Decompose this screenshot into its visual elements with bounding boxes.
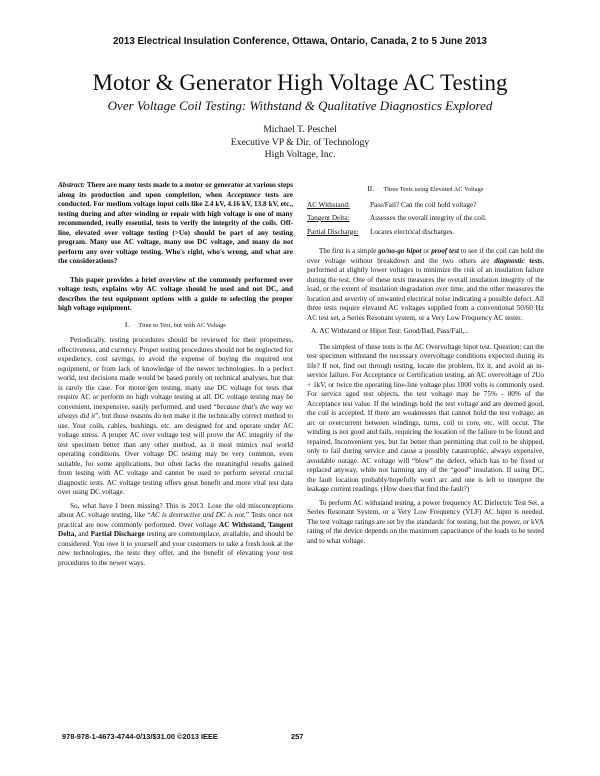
section2-paragraph-3: To perform AC withstand testing, a power frequency AC Dielectric Test Set, a Series Resonant System, or a Very Low Frequency (VLF) AC hipot is needed. The test voltage ratings are set by the standards' for testing, but the power, or kVA rating of the device depends on the maximum capacitance of the loads to be tested and to what voltage. — [307, 498, 544, 545]
test-row — [307, 228, 544, 242]
test-desc: Pass/Fail? Can the coil hold voltage? — [370, 200, 477, 209]
subsection-heading-a: A. AC Withstand or Hipot Test: Good/Bad, Pass/Fail,.. — [311, 327, 469, 335]
section-heading-1: I. Time to Test, but with AC Voltage — [124, 319, 227, 329]
isbn-copyright: 978-978-1-4673-4744-0/13/$31.00 ©2013 IEEE — [62, 732, 218, 741]
abstract: Abstract: There are many tests made to a motor or generator at various steps along its production and upon completion, when Acceptance tests are conducted. For medium voltage input coils like 2.4 kV, 4.16 kV, 13.8 kV, etc., testing during and after winding or repair with high voltage is one of many recommended, really essential, tests to verify the integrity of the coils. Off-line, elevated over voltage testing (>Uo) should be part of any testing program. Many use AC voltage, many use DC voltage, and many do not perform any over voltage testing. Who's right, who's wrong, and what are the considerations? — [58, 181, 293, 265]
paper-title: Motor & Generator High Voltage AC Testing — [92, 70, 508, 95]
intro-paragraph: This paper provides a brief overview of the commonly performed over voltage tests, explains why AC voltage should be used and not DC, and describes the test equipment options with a guide to selecting the proper high voltage equipment. — [58, 275, 293, 312]
test-row — [307, 201, 544, 215]
page-number: 257 — [291, 732, 304, 741]
author-block — [0, 124, 600, 162]
right-column — [307, 181, 544, 550]
test-list — [307, 201, 544, 242]
abstract-label: Abstract: — [58, 181, 86, 189]
left-column — [58, 181, 293, 572]
test-desc: Assesses the overall integrity of the coil. — [370, 214, 487, 222]
section-heading-2: II. Three Tests using Elevated AC Voltage — [367, 184, 484, 193]
test-term: Tangent Delta: — [307, 214, 350, 222]
test-term: AC Withstand: — [307, 200, 350, 209]
author-organization: High Voltage, Inc. — [264, 149, 336, 160]
section1-paragraph-1: Periodically, testing procedures should be reviewed for their properness, effectiveness, and currency. Proper testing procedures should not be neglected for expediency, cost savings, to avoid the expense of buying the required test equipment, or from lack of knowledge of the newer technologies. In a perfect world, test decisions made would be based purely on technical analyses, but that is rarely the case. For motor/gen testing, many use DC voltage for tests that require AC or perform no high voltage testing at all. DC voltage testing may be convenient, inexpensive, easily performed, and used “because that's the way we always did it”, but those reasons do not make it the technically correct method to use. Your coils, cables, bushings, etc. are designed for and operate under AC voltage stress. A proper AC over voltage test will prove the AC integrity of the test specimen better than any other method, as it most mimics real world operating conditions. Over voltage DC testing may be very common, even suitable, for some applications, but often lacks the meaningful results gained from testing with AC voltage and cannot be used to perform several crucial diagnostic tests. AC voltage testing offers great benefit and more vital test data over using DC voltage. — [58, 336, 293, 496]
test-row — [307, 214, 544, 228]
author-name: Michael T. Peschel — [263, 124, 337, 135]
paper-subtitle: Over Voltage Coil Testing: Withstand & Qualitative Diagnostics Explored — [107, 98, 493, 113]
conference-header: 2013 Electrical Insulation Conference, Ottawa, Ontario, Canada, 2 to 5 June 2013 — [112, 36, 488, 47]
section2-paragraph-1: The first is a simple go/no-go hipot or proof test to see if the coil can hold the over voltage without breakdown and the two others are diagnostic tests, performed at slightly lower voltages to minimize the risk of an insulation failure during the test. One of these tests measures the overall insulation integrity of the load, or the extent of insulation degradation over time, and the other measures the location and severity of unwanted electrical noise indicating a possible defect. All three tests require elevated AC voltages supplied from a conventional 50/60 Hz AC test set, a Series Resonant system, or a Very Low Frequency AC tester. — [307, 247, 544, 322]
test-term: Partial Discharge: — [307, 227, 359, 236]
test-desc: Locates electrical discharges. — [370, 227, 455, 236]
section2-paragraph-2: The simplest of these tests is the AC Overvoltage hipot test. Question: can the test specimen withstand the necessary overvoltage conditions expected during its life? If not, find out through testing, locate the problem, fix it, and avoid an in-service failure. For Acceptance or Certification testing, an AC overvoltage of 2Uo + 1kV, or twice the operating line-line voltage plus 1000 volts is commonly used. For service aged test objects, the test voltage may be 75% - 80% of the Acceptance test value. If the windings hold the test voltage and are deemed good, the coil is accepted. If there are weaknesses that cannot hold the test voltage, an arc or overcurrent between windings, turns, coil to core, etc. will occur. The winding is not good and fails, requiring the location of the failure to be found and repaired. Inconvenient yes, but far better than permitting that coil to be shipped, only to fail during service and cause a possibly catastrophic, always expensive, avoidable outage. AC voltage will “blow” the defect, which has to be fixed or replaced anyway, while not harming any of the “good” insulation. If using DC, the fault location probably/hopefully won't arc and one is left to interpret the leakage current readings. (How does that find the fault?) — [307, 342, 544, 493]
author-position: Executive VP & Dir. of Technology — [230, 136, 370, 148]
section1-paragraph-2: So, what have I been missing? This is 2013. Lose the old misconceptions about AC voltage testing, like “AC is destructive and DC is not.” Tests once not practical are now commonly performed. Over voltage AC Withstand, Tangent Delta, and Partial Discharge testing are commonplace, available, and should be considered. You owe it to yourself and your customers to take a fresh look at the new technologies, the tests they offer, and the benefit of elevating your test procedures to the newer ways. — [58, 501, 293, 567]
